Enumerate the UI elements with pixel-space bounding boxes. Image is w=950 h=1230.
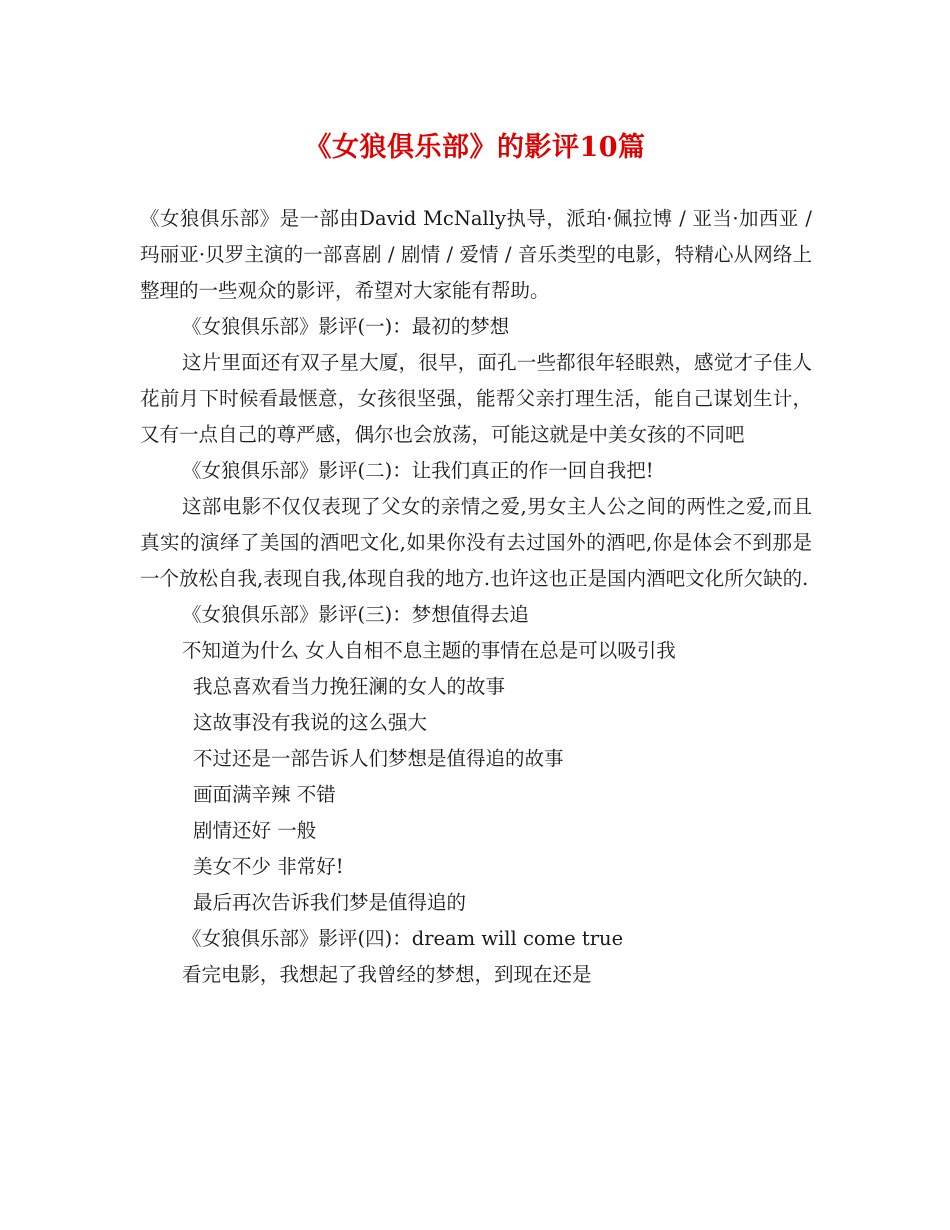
review-3-heading: 《女狼俱乐部》影评(三)：梦想值得去追 <box>182 603 529 626</box>
review-3-line: 我总喜欢看当力挽狂澜的女人的故事 <box>193 675 506 698</box>
review-4-paragraph: 看完电影，我想起了我曾经的梦想，到现在还是 <box>182 963 592 986</box>
review-1-paragraph: 这片里面还有双子星大厦，很早，面孔一些都很年轻眼熟，感觉才子佳人花前月下时候看最惬意，女孩很坚强，能帮父亲打理生活，能自己谋划生计，又有一点自己的尊严感，偶尔也会放荡，可能这就是中美女孩的不同吧 <box>140 351 812 446</box>
review-3-line: 最后再次告诉我们梦是值得追的 <box>193 891 467 914</box>
review-3-line: 不知道为什么 女人自相不息主题的事情在总是可以吸引我 <box>182 639 676 662</box>
review-3-line: 剧情还好 一般 <box>193 819 317 842</box>
review-1-heading: 《女狼俱乐部》影评(一)：最初的梦想 <box>182 315 510 338</box>
document-title: 《女狼俱乐部》的影评10篇 <box>304 132 646 163</box>
document-body <box>140 201 812 993</box>
intro-paragraph: 《女狼俱乐部》是一部由David McNally执导，派珀·佩拉博 / 亚当·加西亚 / 玛丽亚·贝罗主演的一部喜剧 / 剧情 / 爱情 / 音乐类型的电影，特精心从网络上整理的一些观众的影评，希望对大家能有帮助。 <box>140 207 812 302</box>
review-2-paragraph: 这部电影不仅仅表现了父女的亲情之爱,男女主人公之间的两性之爱,而且真实的演绎了美国的酒吧文化,如果你没有去过国外的酒吧,你是体会不到那是一个放松自我,表现自我,体现自我的地方.也许这也正是国内酒吧文化所欠缺的. <box>140 495 812 590</box>
review-3-line: 这故事没有我说的这么强大 <box>193 711 428 734</box>
review-3-line: 不过还是一部告诉人们梦想是值得追的故事 <box>193 747 564 770</box>
review-3-line: 画面满辛辣 不错 <box>193 783 336 806</box>
review-4-heading: 《女狼俱乐部》影评(四)：dream will come true <box>182 927 624 950</box>
review-2-heading: 《女狼俱乐部》影评(二)：让我们真正的作一回自我把! <box>182 459 654 482</box>
review-3-line: 美女不少 非常好! <box>193 855 344 878</box>
